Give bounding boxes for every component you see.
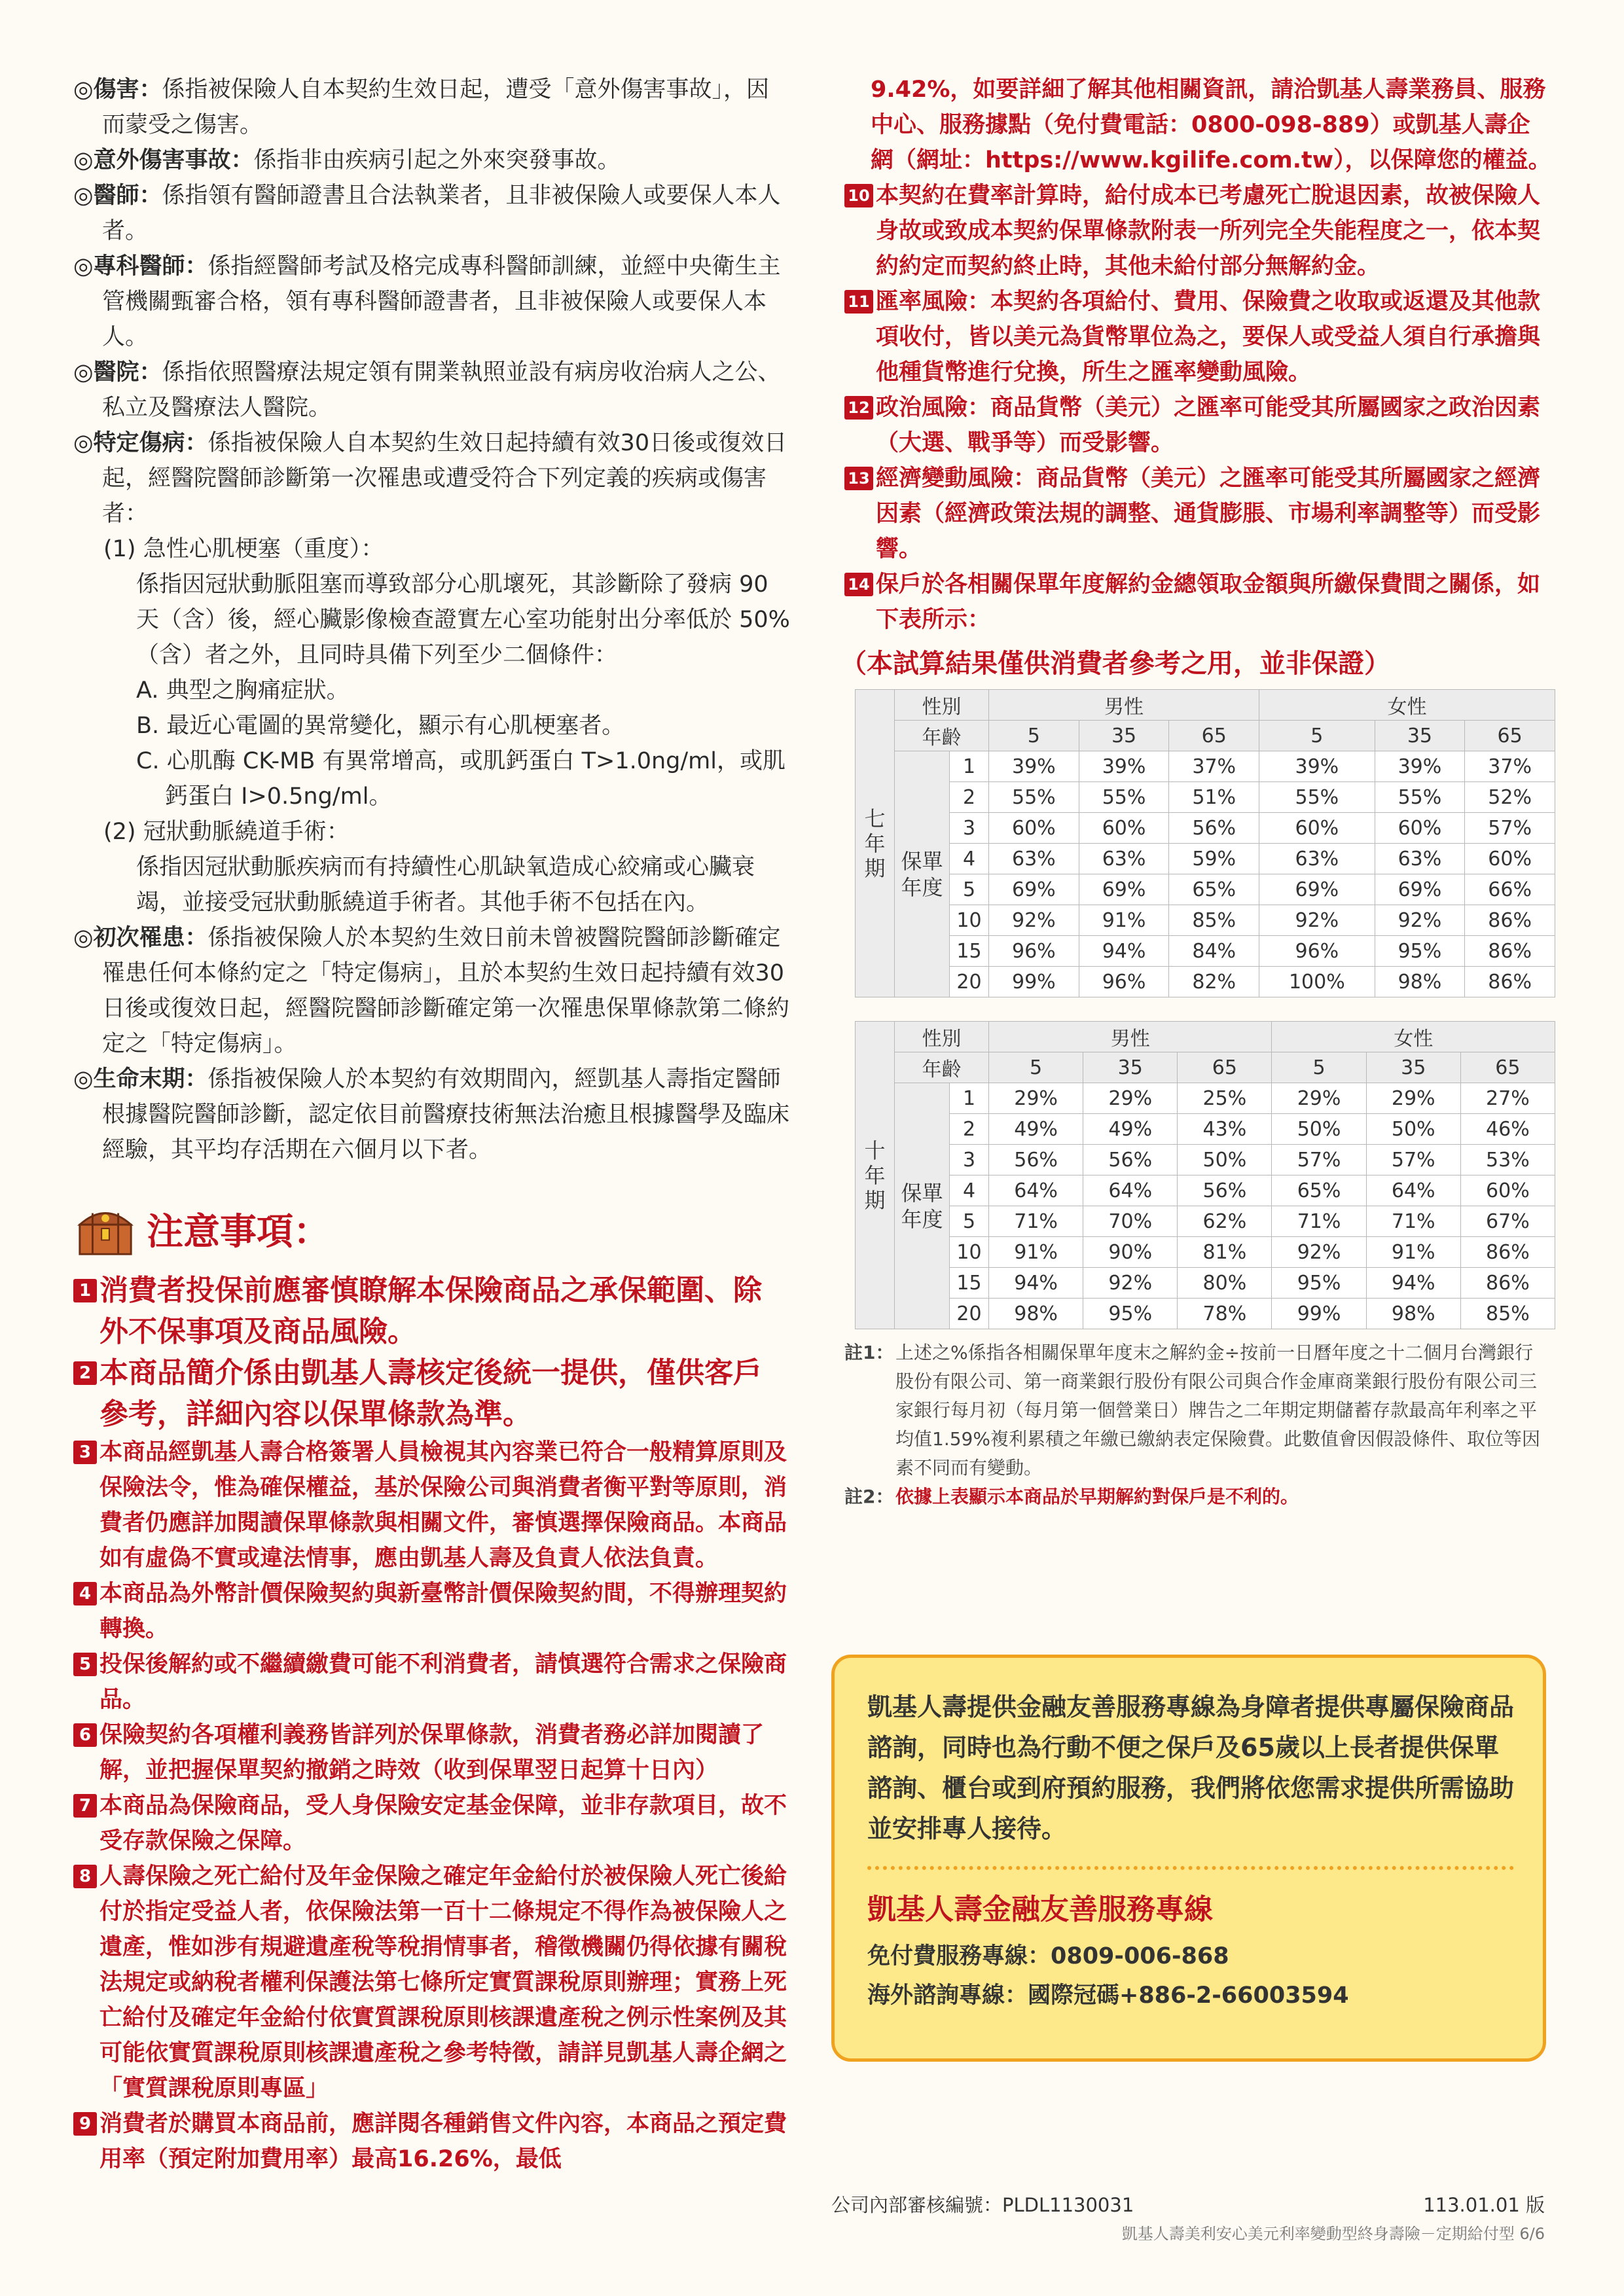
- ratio-cell: 29%: [1366, 1083, 1460, 1114]
- ratio-cell: 92%: [1375, 905, 1465, 936]
- ratio-cell: 90%: [1083, 1237, 1178, 1268]
- ratio-cell: 60%: [989, 813, 1079, 844]
- notice-number: 9: [73, 2112, 97, 2136]
- ratio-cell: 29%: [1083, 1083, 1178, 1114]
- treasure-chest-icon: [73, 1199, 137, 1259]
- ratio-cell: 99%: [989, 967, 1079, 997]
- female-label: 女性: [1259, 690, 1555, 721]
- right-column: [840, 72, 1551, 1511]
- ratio-cell: 52%: [1465, 782, 1555, 813]
- notice-number: 3: [73, 1441, 97, 1464]
- ratio-cell: 84%: [1169, 936, 1259, 967]
- table-row: [856, 751, 1555, 782]
- year-cell: 5: [950, 1206, 989, 1237]
- service-description: 凱基人壽提供金融友善服務專線為身障者提供專屬保險商品諮詢，同時也為行動不便之保戶及65歲以上長者提供保單諮詢、櫃台或到府預約服務，我們將依您需求提供所需協助並安排專人接待。: [867, 1693, 1515, 1843]
- surrender-ratio-table-7yr: [855, 689, 1555, 997]
- ratio-cell: 55%: [1375, 782, 1465, 813]
- notice-item-2: 2 本商品簡介係由凱基人壽核定後統一提供，僅供客戶參考，詳細內容以保單條款為準。: [73, 1352, 790, 1435]
- demo-disclaimer: （本試算結果僅供消費者參考之用，並非保證）: [840, 649, 1390, 679]
- ratio-cell: 56%: [1178, 1175, 1272, 1206]
- age-cell: 65: [1460, 1052, 1555, 1083]
- ratio-cell: 56%: [1169, 813, 1259, 844]
- ratio-cell: 92%: [989, 905, 1079, 936]
- gender-label: 性別: [895, 690, 989, 721]
- table-header-row: [856, 690, 1555, 721]
- ratio-cell: 66%: [1465, 874, 1555, 905]
- age-cell: 5: [1259, 721, 1375, 751]
- ratio-cell: 65%: [1272, 1175, 1366, 1206]
- year-cell: 5: [950, 874, 989, 905]
- ratio-cell: 96%: [989, 936, 1079, 967]
- table-row: [856, 813, 1555, 844]
- notice-item-6: 6 保險契約各項權利義務皆詳列於保單條款，消費者務必詳加閱讀了解，並把握保單契約撤銷之時效（收到保單翌日起算十日內）: [73, 1717, 790, 1788]
- notice-item-9: 9 消費者於購買本商品前，應詳閱各種銷售文件內容，本商品之預定費用率（預定附加費用率）最高16.26%，最低: [73, 2106, 790, 2177]
- definition-item: ◎特定傷病：係指被保險人自本契約生效日起持續有效30日後或復效日起，經醫院醫師診斷第一次罹患或遭受符合下列定義的疾病或傷害者：: [73, 430, 787, 527]
- version: 113.01.01 版: [1423, 2194, 1545, 2216]
- specific-item-1-title: (1) 急性心肌梗塞（重度）：: [103, 536, 384, 562]
- footnote-1: 註1： 上述之%係指各相關保單年度末之解約金÷按前一日曆年度之十二個月台灣銀行股份有限公司、第一商業銀行股份有限公司與合作金庫商業銀行股份有限公司三家銀行每月初（每月第一個營業日）牌告之二年期定期儲蓄存款最高年利率之平均值1.59%複利累積之年繳已繳納表定保險費。此數值會因假設條件、取位等因素不同而有變動。: [844, 1342, 1540, 1479]
- notice-item-4: 4 本商品為外幣計價保險契約與新臺幣計價保險契約間，不得辦理契約轉換。: [73, 1576, 790, 1647]
- notice-item-8: 8 人壽保險之死亡給付及年金保險之確定年金給付於被保險人死亡後給付於指定受益人者，依保險法第一百十二條規定不得作為被保險人之遺產，惟如涉有規避遺產稅等稅捐情事者，稽徵機關仍得依據有關稅法規定或納稅者權利保護法第七條所定實質課稅原則辦理；實務上死亡給付及確定年金給付依實質課稅原則核課遺產稅之例示性案例及其可能依實質課稅原則核課遺產稅之參考特徵，請詳見凱基人壽企網之「實質課稅原則專區」: [73, 1859, 790, 2106]
- year-cell: 4: [950, 844, 989, 874]
- age-cell: 35: [1375, 721, 1465, 751]
- ratio-cell: 27%: [1460, 1083, 1555, 1114]
- table-header-row: [856, 721, 1555, 751]
- notice-number: 11: [844, 290, 873, 314]
- year-cell: 1: [950, 751, 989, 782]
- notice-item-11: 11 匯率風險：本契約各項給付、費用、保險費之收取或返還及其他款項收付，皆以美元為貨幣單位為之，要保人或受益人須自行承擔與他種貨幣進行兌換，所生之匯率變動風險。: [844, 284, 1551, 390]
- definitions: [73, 72, 790, 1168]
- age-cell: 35: [1366, 1052, 1460, 1083]
- table-row: [856, 1175, 1555, 1206]
- ratio-cell: 92%: [1259, 905, 1375, 936]
- financial-friendly-service-box: [831, 1655, 1546, 2062]
- table-row: [856, 1237, 1555, 1268]
- ratio-cell: 63%: [989, 844, 1079, 874]
- ratio-cell: 64%: [1366, 1175, 1460, 1206]
- definition-item: ◎意外傷害事故：係指非由疾病引起之外來突發事故。: [73, 147, 621, 173]
- ratio-cell: 49%: [989, 1114, 1083, 1145]
- ratio-cell: 85%: [1169, 905, 1259, 936]
- ratio-cell: 69%: [1259, 874, 1375, 905]
- table-row: [856, 967, 1555, 997]
- table-row: [856, 1268, 1555, 1299]
- year-cell: 10: [950, 1237, 989, 1268]
- ratio-cell: 50%: [1178, 1145, 1272, 1175]
- notice-number: 4: [73, 1582, 97, 1605]
- year-cell: 20: [950, 967, 989, 997]
- notice-item-1: 1 消費者投保前應審慎瞭解本保險商品之承保範圍、除外不保事項及商品風險。: [73, 1270, 790, 1352]
- ratio-cell: 81%: [1178, 1237, 1272, 1268]
- ratio-cell: 94%: [1366, 1268, 1460, 1299]
- ratio-cell: 69%: [989, 874, 1079, 905]
- ratio-cell: 49%: [1083, 1114, 1178, 1145]
- ratio-cell: 46%: [1460, 1114, 1555, 1145]
- year-cell: 3: [950, 813, 989, 844]
- notice-number: 13: [844, 467, 873, 490]
- table-row: [856, 1299, 1555, 1329]
- specific-item-2-body: 係指因冠狀動脈疾病而有持續性心肌缺氧造成心絞痛或心臟衰竭，並接受冠狀動脈繞道手術者。其他手術不包括在內。: [136, 854, 755, 916]
- notice-number: 5: [73, 1653, 97, 1676]
- year-cell: 2: [950, 782, 989, 813]
- age-cell: 65: [1465, 721, 1555, 751]
- ratio-cell: 67%: [1460, 1206, 1555, 1237]
- ratio-cell: 63%: [1259, 844, 1375, 874]
- notice-item-5: 5 投保後解約或不繼續繳費可能不利消費者，請慎選符合需求之保險商品。: [73, 1647, 790, 1717]
- ratio-cell: 94%: [989, 1268, 1083, 1299]
- ratio-cell: 100%: [1259, 967, 1375, 997]
- ratio-cell: 63%: [1375, 844, 1465, 874]
- ratio-cell: 98%: [1375, 967, 1465, 997]
- ratio-cell: 57%: [1366, 1145, 1460, 1175]
- ratio-cell: 71%: [1272, 1206, 1366, 1237]
- ratio-cell: 55%: [1259, 782, 1375, 813]
- year-cell: 2: [950, 1114, 989, 1145]
- notice-title: 注意事項：: [147, 1211, 330, 1253]
- ratio-cell: 39%: [1259, 751, 1375, 782]
- notice-item-7: 7 本商品為保險商品，受人身保險安定基金保障，並非存款項目，故不受存款保險之保障。: [73, 1788, 790, 1859]
- ratio-cell: 92%: [1083, 1268, 1178, 1299]
- table-row: [856, 936, 1555, 967]
- ratio-cell: 25%: [1178, 1083, 1272, 1114]
- ratio-cell: 55%: [1079, 782, 1169, 813]
- table-row: [856, 1114, 1555, 1145]
- specific-item-1-list-a: A. 典型之胸痛症狀。: [136, 677, 350, 704]
- year-cell: 20: [950, 1299, 989, 1329]
- notice-item-3: 3 本商品經凱基人壽合格簽署人員檢視其內容業已符合一般精算原則及保險法令，惟為確保權益，基於保險公司與消費者衡平對等原則，消費者仍應詳加閱讀保單條款與相關文件，審慎選擇保險商品。本商品如有虛偽不實或違法情事，應由凱基人壽及負責人依法負責。: [73, 1435, 790, 1576]
- ratio-cell: 57%: [1465, 813, 1555, 844]
- notice-number: 7: [73, 1794, 97, 1818]
- age-label: 年齡: [895, 721, 989, 751]
- age-cell: 35: [1079, 721, 1169, 751]
- ratio-cell: 63%: [1079, 844, 1169, 874]
- dotted-divider: [867, 1866, 1514, 1870]
- ratio-cell: 50%: [1272, 1114, 1366, 1145]
- year-cell: 4: [950, 1175, 989, 1206]
- ratio-cell: 71%: [1366, 1206, 1460, 1237]
- table-header-row: [856, 1052, 1555, 1083]
- ratio-cell: 39%: [989, 751, 1079, 782]
- ratio-cell: 86%: [1465, 936, 1555, 967]
- ratio-cell: 86%: [1460, 1268, 1555, 1299]
- year-cell: 1: [950, 1083, 989, 1114]
- age-cell: 65: [1169, 721, 1259, 751]
- ratio-cell: 78%: [1178, 1299, 1272, 1329]
- specific-item-1-list-b: B. 最近心電圖的異常變化，顯示有心肌梗塞者。: [136, 713, 625, 739]
- definition-item: ◎醫院：係指依照醫療法規定領有開業執照並設有病房收治病人之公、私立及醫療法人醫院。: [73, 359, 781, 421]
- notice-item-13: 13 經濟變動風險：商品貨幣（美元）之匯率可能受其所屬國家之經濟因素（經濟政策法規的調整、通貨膨脹、市場利率調整等）而受影響。: [844, 461, 1551, 567]
- policy-year-label: 保單 年度: [895, 751, 950, 997]
- table-row: [856, 1083, 1555, 1114]
- ratio-cell: 69%: [1375, 874, 1465, 905]
- year-cell: 15: [950, 1268, 989, 1299]
- ratio-cell: 86%: [1465, 967, 1555, 997]
- ratio-cell: 95%: [1272, 1268, 1366, 1299]
- ratio-cell: 64%: [989, 1175, 1083, 1206]
- age-cell: 5: [1272, 1052, 1366, 1083]
- ratio-cell: 59%: [1169, 844, 1259, 874]
- ratio-cell: 70%: [1083, 1206, 1178, 1237]
- ratio-cell: 96%: [1079, 967, 1169, 997]
- year-cell: 15: [950, 936, 989, 967]
- ratio-cell: 50%: [1366, 1114, 1460, 1145]
- specific-item-2-title: (2) 冠狀動脈繞道手術：: [103, 819, 350, 845]
- ratio-cell: 43%: [1178, 1114, 1272, 1145]
- ratio-cell: 82%: [1169, 967, 1259, 997]
- review-code: 公司內部審核編號：PLDL1130031: [831, 2194, 1134, 2216]
- ratio-cell: 91%: [1079, 905, 1169, 936]
- ratio-cell: 60%: [1375, 813, 1465, 844]
- specific-item-1-list-c: C. 心肌酶 CK-MB 有異常增高，或肌鈣蛋白 T>1.0ng/ml，或肌鈣蛋白 I>0.5ng/ml。: [136, 748, 785, 810]
- male-label: 男性: [989, 690, 1259, 721]
- ratio-cell: 64%: [1083, 1175, 1178, 1206]
- service-title: 凱基人壽金融友善服務專線: [867, 1893, 1213, 1926]
- ratio-cell: 56%: [989, 1145, 1083, 1175]
- ratio-cell: 53%: [1460, 1145, 1555, 1175]
- specific-item-1-body: 係指因冠狀動脈阻塞而導致部分心肌壞死，其診斷除了發病 90 天（含）後，經心臟影像檢查證實左心室功能射出分率低於 50%（含）者之外，且同時具備下列至少二個條件：: [136, 571, 790, 668]
- age-cell: 65: [1178, 1052, 1272, 1083]
- ratio-cell: 86%: [1460, 1237, 1555, 1268]
- term-label: 十 年 期: [856, 1022, 895, 1329]
- term-label: 七 年 期: [856, 690, 895, 997]
- gender-label: 性別: [895, 1022, 989, 1052]
- ratio-cell: 91%: [989, 1237, 1083, 1268]
- notice-item-9-continued: 9.42%，如要詳細了解其他相關資訊，請洽凱基人壽業務員、服務中心、服務據點（免付費電話：0800-098-889）或凱基人壽企網（網址：https://www.kgilife.com.tw），以保障您的權益。: [871, 77, 1551, 173]
- footer-row: [831, 2191, 1545, 2217]
- table-row: [856, 844, 1555, 874]
- ratio-cell: 96%: [1259, 936, 1375, 967]
- ratio-cell: 95%: [1375, 936, 1465, 967]
- ratio-cell: 92%: [1272, 1237, 1366, 1268]
- left-column: [73, 72, 790, 2177]
- table-row: [856, 782, 1555, 813]
- product-name-page: 凱基人壽美利安心美元利率變動型終身壽險－定期給付型 6/6: [1121, 2225, 1545, 2243]
- table-row: [856, 1145, 1555, 1175]
- notice-number: 10: [844, 184, 873, 207]
- policy-year-label: 保單 年度: [895, 1083, 950, 1329]
- notice-heading: [73, 1199, 790, 1259]
- ratio-cell: 29%: [1272, 1083, 1366, 1114]
- notice-number: 2: [73, 1361, 97, 1385]
- ratio-cell: 37%: [1465, 751, 1555, 782]
- ratio-cell: 60%: [1460, 1175, 1555, 1206]
- table-row: [856, 1206, 1555, 1237]
- ratio-cell: 55%: [989, 782, 1079, 813]
- ratio-cell: 99%: [1272, 1299, 1366, 1329]
- footnotes: [844, 1338, 1551, 1511]
- notice-item-12: 12 政治風險：商品貨幣（美元）之匯率可能受其所屬國家之政治因素（大選、戰爭等）而受影響。: [844, 390, 1551, 461]
- ratio-cell: 57%: [1272, 1145, 1366, 1175]
- notice-number: 6: [73, 1723, 97, 1747]
- male-label: 男性: [989, 1022, 1272, 1052]
- ratio-cell: 39%: [1375, 751, 1465, 782]
- ratio-cell: 60%: [1259, 813, 1375, 844]
- definition-item: ◎初次罹患：係指被保險人於本契約生效日前未曾被醫院醫師診斷確定罹患任何本條約定之「特定傷病」，且於本契約生效日起持續有效30日後或復效日起，經醫院醫師診斷確定第一次罹患保單條款第二條約定之「特定傷病」。: [73, 925, 790, 1057]
- notice-number: 12: [844, 396, 873, 420]
- ratio-cell: 91%: [1366, 1237, 1460, 1268]
- notice-number: 1: [73, 1279, 97, 1302]
- toll-free-line: 免付費服務專線：0809-006-868: [867, 1943, 1229, 1969]
- ratio-cell: 71%: [989, 1206, 1083, 1237]
- table-row: [856, 905, 1555, 936]
- notice-number: 14: [844, 573, 873, 596]
- notice-item-14: 14 保戶於各相關保單年度解約金總領取金額與所繳保費間之關係，如下表所示：: [844, 567, 1551, 637]
- year-cell: 10: [950, 905, 989, 936]
- ratio-cell: 39%: [1079, 751, 1169, 782]
- ratio-cell: 80%: [1178, 1268, 1272, 1299]
- ratio-cell: 69%: [1079, 874, 1169, 905]
- female-label: 女性: [1272, 1022, 1555, 1052]
- overseas-line: 海外諮詢專線：國際冠碼+886-2-66003594: [867, 1982, 1349, 2009]
- age-label: 年齡: [895, 1052, 989, 1083]
- ratio-cell: 37%: [1169, 751, 1259, 782]
- ratio-cell: 94%: [1079, 936, 1169, 967]
- ratio-cell: 60%: [1079, 813, 1169, 844]
- table-row: [856, 874, 1555, 905]
- definition-item: ◎生命末期：係指被保險人於本契約有效期間內，經凱基人壽指定醫師根據醫院醫師診斷，認定依目前醫療技術無法治癒且根據醫學及臨床經驗，其平均存活期在六個月以下者。: [73, 1066, 790, 1163]
- definition-item: ◎專科醫師：係指經醫師考試及格完成專科醫師訓練，並經中央衛生主管機關甄審合格，領有專科醫師證書者，且非被保險人或要保人本人。: [73, 253, 781, 350]
- age-cell: 5: [989, 1052, 1083, 1083]
- ratio-cell: 62%: [1178, 1206, 1272, 1237]
- definition-item: ◎傷害：係指被保險人自本契約生效日起，遭受「意外傷害事故」，因而蒙受之傷害。: [73, 77, 770, 138]
- ratio-cell: 98%: [1366, 1299, 1460, 1329]
- footnote-2: 註2： 依據上表顯示本商品於早期解約對保戶是不利的。: [844, 1486, 1299, 1507]
- notice-item-10: 10 本契約在費率計算時，給付成本已考慮死亡脫退因素，故被保險人身故或致成本契約保單條款附表一所列完全失能程度之一，依本契約約定而契約終止時，其他未給付部分無解約金。: [844, 178, 1551, 284]
- ratio-cell: 60%: [1465, 844, 1555, 874]
- surrender-ratio-table-10yr: [855, 1021, 1555, 1329]
- notice-number: 8: [73, 1865, 97, 1888]
- ratio-cell: 56%: [1083, 1145, 1178, 1175]
- ratio-cell: 98%: [989, 1299, 1083, 1329]
- definition-item: ◎醫師：係指領有醫師證書且合法執業者，且非被保險人或要保人本人者。: [73, 183, 781, 244]
- age-cell: 35: [1083, 1052, 1178, 1083]
- age-cell: 5: [989, 721, 1079, 751]
- ratio-cell: 51%: [1169, 782, 1259, 813]
- year-cell: 3: [950, 1145, 989, 1175]
- ratio-cell: 85%: [1460, 1299, 1555, 1329]
- ratio-cell: 86%: [1465, 905, 1555, 936]
- table-header-row: [856, 1022, 1555, 1052]
- ratio-cell: 29%: [989, 1083, 1083, 1114]
- ratio-cell: 95%: [1083, 1299, 1178, 1329]
- ratio-cell: 65%: [1169, 874, 1259, 905]
